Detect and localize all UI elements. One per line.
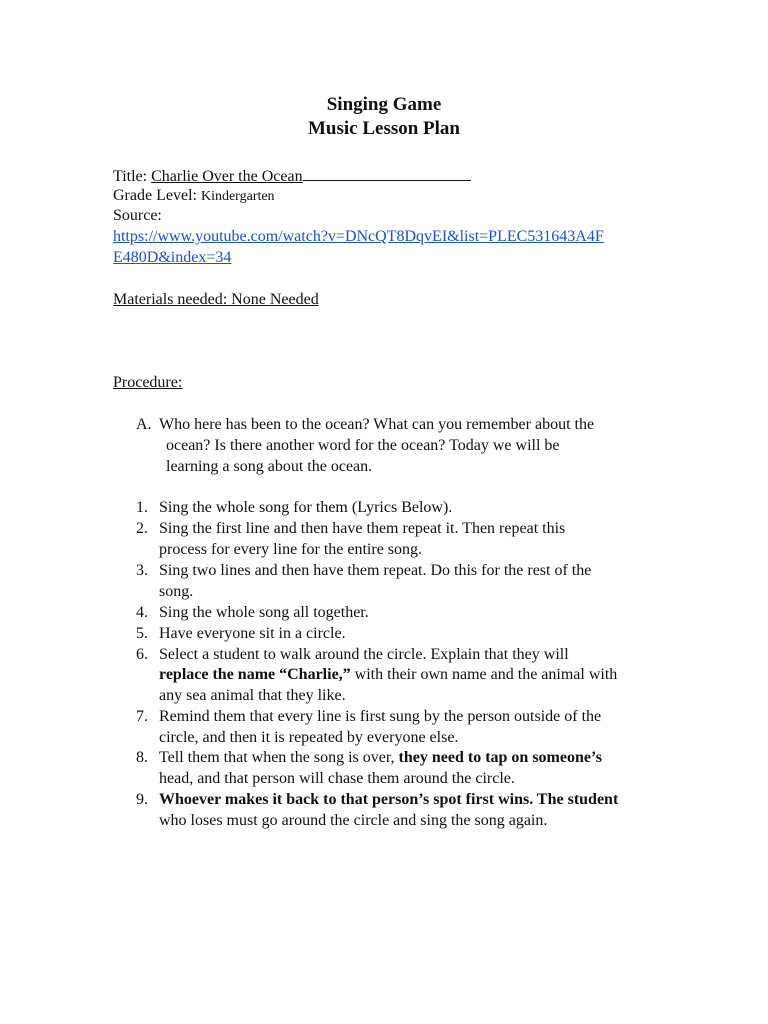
step-number: 2. — [136, 520, 148, 537]
step-text — [159, 666, 617, 684]
step-number: 5. — [136, 625, 148, 642]
intro-line: ocean? Is there another word for the ocean? Today we will be — [166, 437, 560, 454]
step-text: Select a student to walk around the circle. Explain that they will — [159, 646, 569, 663]
intro-marker: A. — [136, 416, 152, 433]
grade-value: Kindergarten — [200, 189, 275, 204]
step-text-plain: Tell them that when the song is over, — [159, 749, 399, 766]
title-value: Charlie Over the Ocean — [151, 168, 303, 185]
step-text: Sing the first line and then have them repeat it. Then repeat this — [159, 520, 566, 537]
step-text: process for every line for the entire song. — [159, 541, 423, 558]
source-label: Source: — [113, 207, 162, 224]
source-link-line2[interactable]: E480D&index=34 — [113, 249, 232, 266]
title-field — [113, 166, 471, 186]
step-text: who loses must go around the circle and sing the song again. — [159, 812, 548, 829]
procedure-heading: Procedure: — [113, 374, 183, 391]
step-text: head, and that person will chase them around the circle. — [159, 770, 515, 787]
step-text-bold: replace the name “Charlie,” — [159, 666, 351, 683]
step-text-bold: they need to tap on someone’s — [398, 749, 602, 766]
step-text-bold: Whoever makes it back to that person’s spot first wins. The student — [159, 791, 619, 808]
step-number: 3. — [136, 562, 148, 579]
step-text-plain: with their own name and the animal with — [350, 666, 618, 683]
step-number: 6. — [136, 646, 148, 663]
step-text: Have everyone sit in a circle. — [159, 625, 346, 642]
grade-label: Grade Level: — [113, 187, 197, 204]
step-text: song. — [159, 583, 194, 600]
step-number: 9. — [136, 791, 148, 808]
step-number: 8. — [136, 749, 148, 766]
step-number: 1. — [136, 499, 148, 516]
step-text: Remind them that every line is first sung by the person outside of the — [159, 708, 602, 725]
step-text: Sing two lines and then have them repeat. Do this for the rest of the — [159, 562, 592, 579]
step-text: Sing the whole song for them (Lyrics Below). — [159, 499, 453, 516]
intro-line: learning a song about the ocean. — [166, 458, 373, 475]
step-text: Sing the whole song all together. — [159, 604, 369, 621]
doc-title-line2: Music Lesson Plan — [307, 118, 461, 139]
step-number: 4. — [136, 604, 148, 621]
step-number: 7. — [136, 708, 148, 725]
step-text — [159, 749, 602, 767]
title-label: Title: — [113, 168, 148, 185]
materials-line: Materials needed: None Needed — [113, 291, 319, 308]
grade-field — [113, 187, 275, 205]
doc-title-line1: Singing Game — [326, 94, 442, 115]
source-link-line1[interactable]: https://www.youtube.com/watch?v=DNcQT8DqvEI&list=PLEC531643A4F — [113, 228, 604, 245]
title-blank-line — [303, 166, 471, 181]
step-text: circle, and then it is repeated by everyone else. — [159, 729, 459, 746]
intro-line: Who here has been to the ocean? What can you remember about the — [159, 416, 595, 433]
step-text: any sea animal that they like. — [159, 687, 346, 704]
